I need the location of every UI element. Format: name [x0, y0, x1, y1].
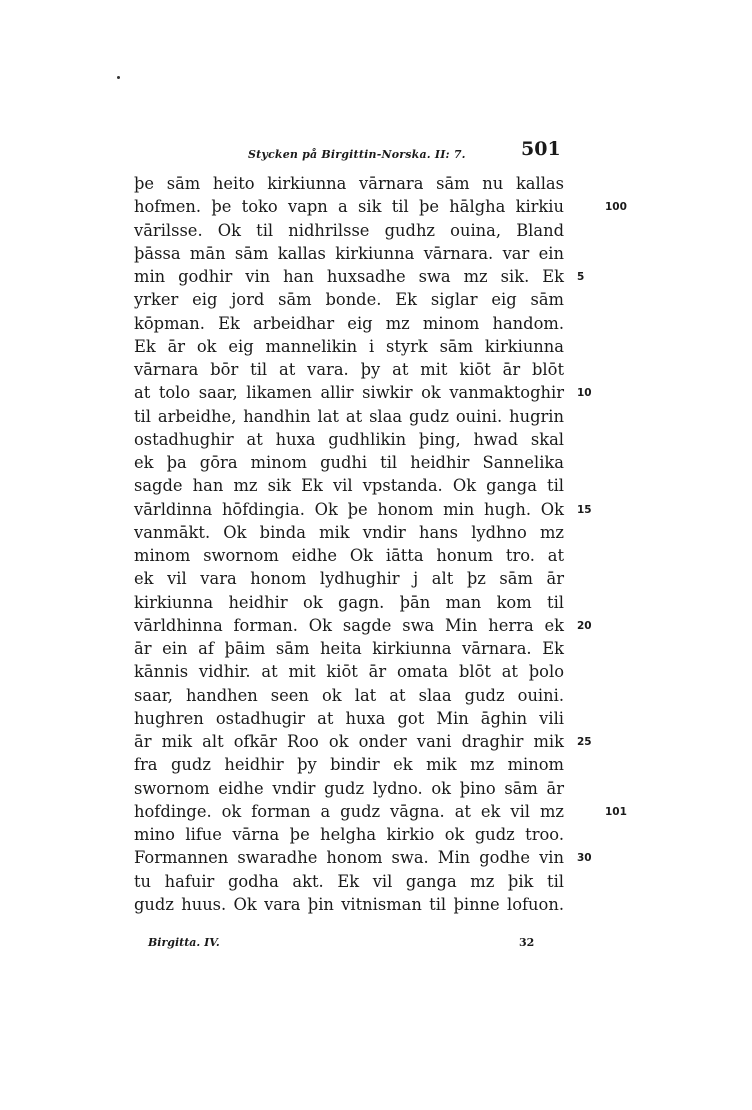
- margin-number: 100: [605, 201, 627, 214]
- page-number: 501: [521, 138, 561, 160]
- text-line: ek vil vara honom lydhughir j alt þz sām ār: [134, 569, 564, 589]
- text-line: þe sām heito kirkiunna vārnara sām nu kallas: [134, 174, 564, 193]
- text-line: tu hafuir godha akt. Ek vil ganga mz þik til: [134, 871, 564, 891]
- text-line: yrker eig jord sām bonde. Ek siglar eig sām: [134, 290, 564, 310]
- margin-number: 5: [577, 271, 585, 283]
- margin-number: 101: [605, 805, 627, 818]
- text-line: hofmen. þe toko vapn a sik til þe hālgha kirkiu: [134, 197, 564, 217]
- text-line: kirkiunna heidhir ok gagn. þān man kom til: [134, 592, 564, 612]
- text-line: hofdinge. ok forman a gudz vāgna. at ek vil mz: [134, 801, 564, 821]
- margin-number: 15: [577, 503, 592, 516]
- text-line: vanmākt. Ok binda mik vndir hans lydhno mz: [134, 522, 564, 542]
- text-line: mino lifue vārna þe helgha kirkio ok gudz troo.: [134, 825, 564, 844]
- text-line: Ek ār ok eig mannelikin i styrk sām kirkiunna: [134, 336, 564, 356]
- text-line: min godhir vin han huxsadhe swa mz sik. Ek: [134, 267, 564, 286]
- text-line: vārldhinna forman. Ok sagde swa Min herra ek: [134, 615, 564, 635]
- text-line: ār ein af þāim sām heita kirkiunna vārnara. Ek: [134, 639, 564, 658]
- text-line: vārldinna hōfdingia. Ok þe honom min hugh. Ok: [134, 499, 564, 519]
- signature-mark: Birgitta. IV.: [148, 936, 220, 949]
- text-line: vārilsse. Ok til nidhrilsse gudhz ouina, Bland: [134, 220, 564, 240]
- text-line: ek þa gōra minom gudhi til heidhir Sannelika: [134, 453, 564, 472]
- text-line: minom swornom eidhe Ok iātta honum tro. at: [134, 546, 564, 565]
- text-line: hughren ostadhugir at huxa got Min āghin vili: [134, 708, 564, 728]
- text-line: vārnara bōr til at vara. þy at mit kiōt ār blōt: [134, 360, 564, 379]
- sheet-number: 32: [519, 936, 535, 949]
- running-header: Stycken på Birgittin-Norska. II: 7.: [248, 148, 466, 161]
- text-line: þāssa mān sām kallas kirkiunna vārnara. var ein: [134, 243, 564, 263]
- speck-mark: [117, 76, 120, 79]
- text-line: swornom eidhe vndir gudz lydno. ok þino sām ār: [134, 778, 564, 798]
- text-line: saar, handhen seen ok lat at slaa gudz ouini.: [134, 685, 564, 705]
- margin-number: 10: [577, 387, 592, 400]
- margin-number: 20: [577, 619, 592, 632]
- text-line: kānnis vidhir. at mit kiōt ār omata blōt at þolo: [134, 662, 564, 682]
- text-line: ār mik alt ofkār Roo ok onder vani draghir mik: [134, 732, 564, 751]
- text-line: fra gudz heidhir þy bindir ek mik mz minom: [134, 755, 564, 775]
- text-line: gudz huus. Ok vara þin vitnisman til þinne lofuon.: [134, 894, 564, 914]
- margin-number: 30: [577, 852, 592, 865]
- text-line: at tolo saar, likamen allir siwkir ok vanmaktoghir: [134, 383, 564, 403]
- text-line: til arbeidhe, handhin lat at slaa gudz ouini. hugrin: [134, 406, 564, 426]
- text-line: ostadhughir at huxa gudhlikin þing, hwad skal: [134, 429, 564, 449]
- text-line: sagde han mz sik Ek vil vpstanda. Ok ganga til: [134, 476, 564, 496]
- text-line: kōpman. Ek arbeidhar eig mz minom handom.: [134, 313, 564, 333]
- text-line: Formannen swaradhe honom swa. Min godhe vin: [134, 848, 564, 868]
- body-text: [134, 172, 564, 916]
- margin-number: 25: [577, 736, 592, 748]
